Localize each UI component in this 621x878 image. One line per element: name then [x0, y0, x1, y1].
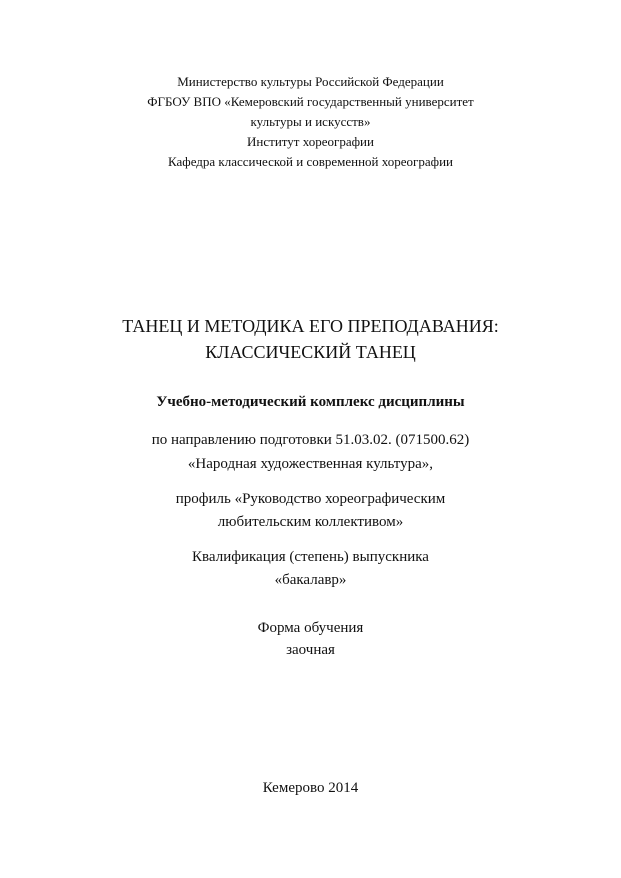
document-title-line-2: КЛАССИЧЕСКИЙ ТАНЕЦ: [205, 342, 416, 362]
profile-line-1: профиль «Руководство хореографическим: [175, 491, 446, 507]
document-title-line-1: ТАНЕЦ И МЕТОДИКА ЕГО ПРЕПОДАВАНИЯ:: [122, 316, 499, 336]
qualification-line-1: Квалификация (степень) выпускника: [192, 549, 429, 565]
city-year: Кемерово 2014: [262, 780, 359, 796]
direction-line-2: «Народная художественная культура»,: [187, 456, 434, 472]
qualification-line-2: «бакалавр»: [274, 572, 347, 588]
study-form-value: заочная: [286, 642, 335, 658]
university-line-2: культуры и искусств»: [250, 114, 371, 129]
profile-line-2: любительским коллективом»: [217, 514, 404, 530]
institute-line: Институт хореографии: [247, 134, 374, 149]
direction-line-1: по направлению подготовки 51.03.02. (071500.62): [151, 432, 470, 448]
department-line: Кафедра классической и современной хореографии: [168, 154, 453, 169]
ministry-line: Министерство культуры Российской Федерации: [177, 74, 444, 89]
document-subtitle: Учебно-методический комплекс дисциплины: [156, 394, 465, 410]
university-line-1: ФГБОУ ВПО «Кемеровский государственный университет: [147, 94, 474, 109]
study-form-label: Форма обучения: [257, 620, 364, 636]
